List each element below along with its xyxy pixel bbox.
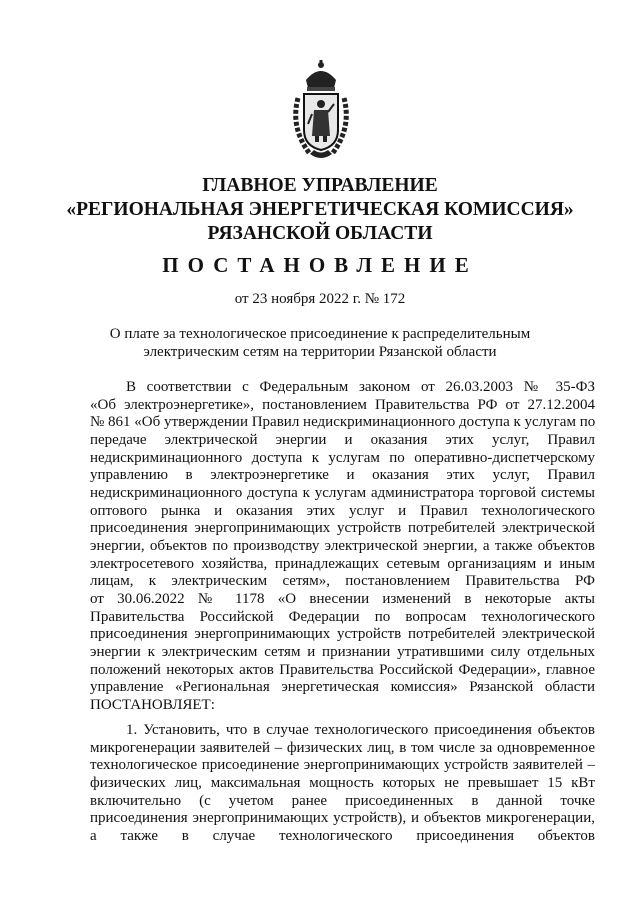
text-line: от 30.06.2022 № 1178 «О внесении изменений в некоторые акты <box>90 590 595 607</box>
text-line: присоединения энергопринимающих устройств потребителей электрической <box>90 520 595 537</box>
authority-name-line-3: РЯЗАНСКОЙ ОБЛАСТИ <box>207 223 433 244</box>
preamble-paragraph <box>90 379 595 714</box>
text-line: № 861 «Об утверждении Правил недискриминационного доступа к услугам по <box>90 414 596 431</box>
text-line: управление «Региональная энергетическая комиссия» Рязанской области <box>90 679 595 696</box>
text-line: энергии к электрическим сетям и признании утратившими силу отдельных <box>90 643 595 660</box>
text-line: положений некоторых актов Правительства Российской Федерации», главное <box>90 661 595 678</box>
text-line: Правительства Российской Федерации по вопросам технологического <box>90 608 595 625</box>
text-line: физических лиц, максимальная мощность которых не превышает 15 кВт <box>90 774 595 791</box>
text-line: оптового рынка и оказания этих услуг и Правил технологического <box>90 502 595 519</box>
text-line: присоединения энергопринимающих устройств), и объектов микрогенерации, <box>90 810 595 827</box>
text-line: В соответствии с Федеральным законом от 26.03.2003 № 35-ФЗ <box>126 379 595 395</box>
item-1-paragraph <box>90 722 595 846</box>
text-line: лицам, к электрическим сетям», постановлением Правительства РФ <box>90 573 595 590</box>
text-line: энергии, объектов по производству электрической энергии, а также объектов <box>90 537 595 554</box>
authority-name-line-1: ГЛАВНОЕ УПРАВЛЕНИЕ <box>202 175 438 196</box>
text-line: недискриминационного доступа к услугам администратора торговой системы <box>90 484 595 501</box>
text-line: передаче электрической энергии и оказания этих услуг, Правил <box>90 431 595 448</box>
text-line: присоединения энергопринимающих устройств потребителей электрической <box>90 626 595 643</box>
text-line: микрогенерации заявителей – физических лиц, в том числе за одновременное <box>90 739 595 756</box>
coat-of-arms-icon <box>288 58 354 164</box>
resolution-word: ПОСТАНОВЛЯЕТ: <box>90 696 215 713</box>
subject-line: электрическим сетям на территории Рязанской области <box>143 344 497 360</box>
text-line: управлению в электроэнергетике и оказания этих услуг, Правил <box>90 467 595 484</box>
document-title: ПОСТАНОВЛЕНИЕ <box>162 253 478 277</box>
text-line: 1. Установить, что в случае технологического присоединения объектов <box>126 722 595 738</box>
text-line: включительно (с учетом ранее присоединенных в данной точке <box>90 792 595 809</box>
text-line: недискриминационного доступа к услугам по оперативно-диспетчерскому <box>90 449 595 466</box>
text-line: «Об электроэнергетике», постановлением Правительства РФ от 27.12.2004 <box>90 396 595 413</box>
document-subject <box>100 325 540 361</box>
document-date-number: от 23 ноября 2022 г. № 172 <box>234 291 406 307</box>
authority-name-line-2: «РЕГИОНАЛЬНАЯ ЭНЕРГЕТИЧЕСКАЯ КОМИССИЯ» <box>66 199 574 220</box>
subject-line: О плате за технологическое присоединение к распределительным <box>109 326 531 342</box>
text-line: электросетевого хозяйства, принадлежащих сетевым организациям и иным <box>90 555 595 572</box>
text-line: а также в случае технологического присоединения объектов <box>90 827 595 844</box>
text-line: технологическое присоединение энергопринимающих устройств заявителей – <box>90 757 595 774</box>
